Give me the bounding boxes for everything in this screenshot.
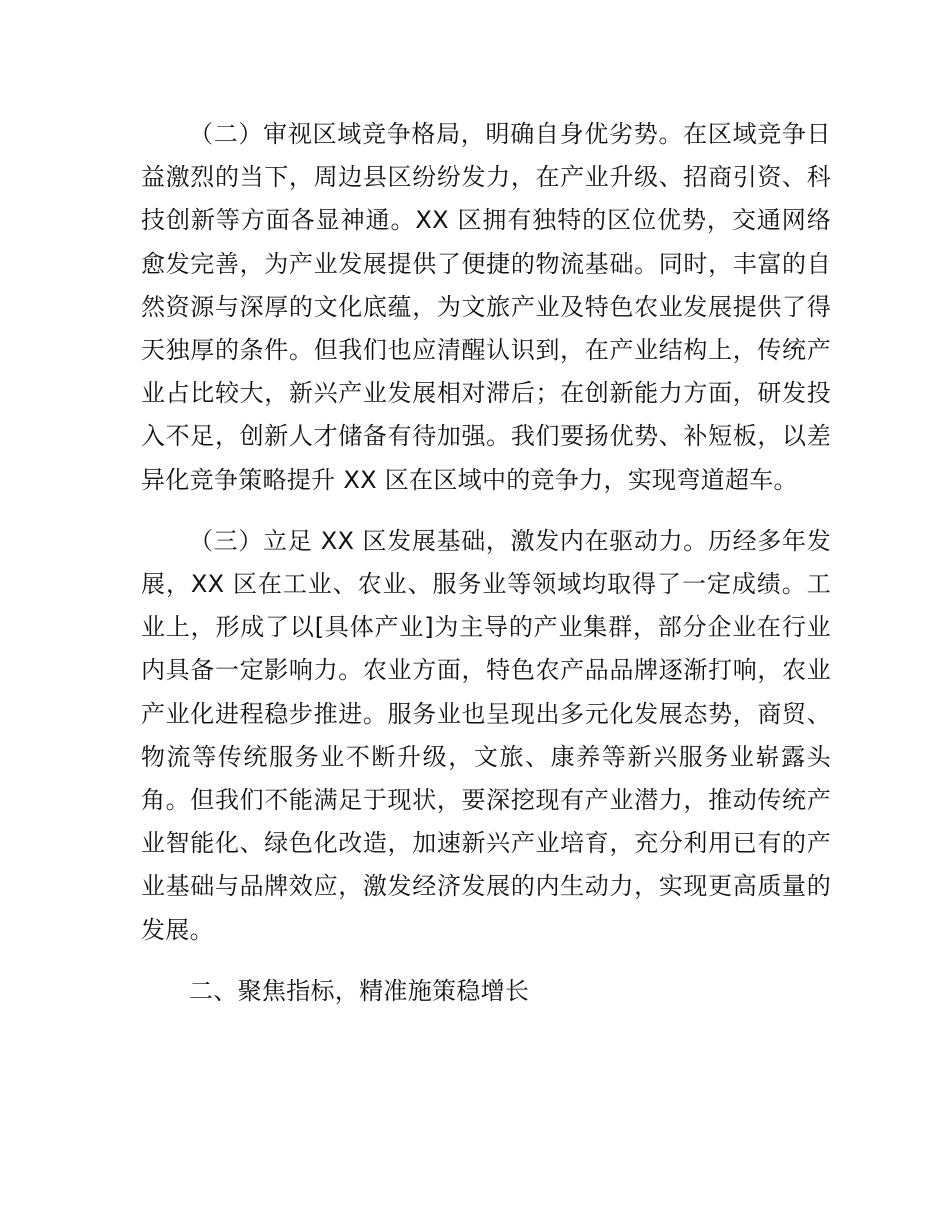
paragraph-regional-competition: （二）审视区域竞争格局，明确自身优劣势。在区域竞争日益激烈的当下，周边县区纷纷发力，在产业升级、招商引资、科技创新等方面各显神通。XX 区拥有独特的区位优势，交通网络愈发完善，为产业发展提供了便捷的物流基础。同时，丰富的自然资源与深厚的文化底蕴，为文旅产业及特色农业发展提供了得天独厚的条件。但我们也应清醒认识到，在产业结构上，传统产业占比较大，新兴产业发展相对滞后；在创新能力方面，研发投入不足，创新人才储备有待加强。我们要扬优势、补短板，以差异化竞争策略提升 XX 区在区域中的竞争力，实现弯道超车。 [141,120,831,494]
section-heading: 二、聚焦指标，精准施策稳增长 [189,976,530,1005]
document-body [141,113,831,1013]
paragraph-development-foundation: （三）立足 XX 区发展基础，激发内在驱动力。历经多年发展，XX 区在工业、农业、服务业等领域均取得了一定成绩。工业上，形成了以[具体产业]为主导的产业集群，部分企业在行业内具备一定影响力。农业方面，特色农产品品牌逐渐打响，农业产业化进程稳步推进。服务业也呈现出多元化发展态势，商贸、物流等传统服务业不断升级，文旅、康养等新兴服务业崭露头角。但我们不能满足于现状，要深挖现有产业潜力，推动传统产业智能化、绿色化改造，加速新兴产业培育，充分利用已有的产业基础与品牌效应，激发经济发展的内生动力，实现更高质量的发展。 [141,526,831,944]
